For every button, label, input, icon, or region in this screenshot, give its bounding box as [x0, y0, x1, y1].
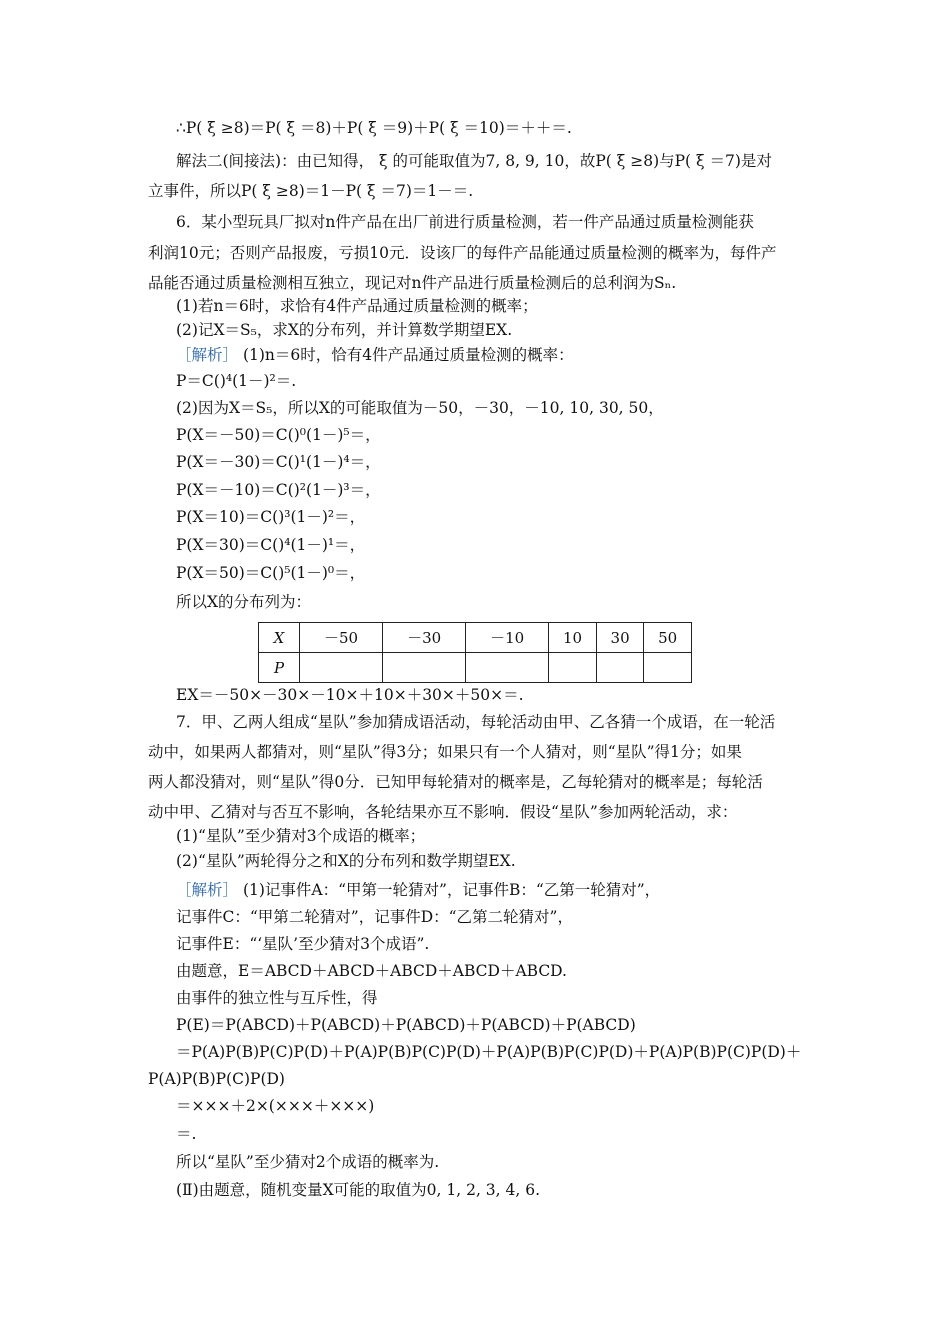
table-cell [383, 653, 466, 683]
line-text: P(X＝30)＝C()⁴(1－)¹＝， [176, 536, 366, 554]
text-line [148, 772, 763, 792]
table-cell [644, 653, 692, 683]
text-line [176, 151, 772, 171]
table-cell: －30 [383, 623, 466, 653]
text-line [176, 535, 365, 555]
line-text: EX＝－50×－30×－10×＋10×＋30×＋50×＝. [176, 686, 524, 704]
line-text: P(E)＝P(ABCD)＋P(ABCD)＋P(ABCD)＋P(ABCD)＋P(ABCD) [176, 1016, 636, 1034]
distribution-table [258, 622, 692, 683]
line-text: 品能否通过质量检测相互独立，现记对n件产品进行质量检测后的总利润为Sₙ. [148, 274, 677, 292]
line-text: P＝C()⁴(1－)²＝. [176, 372, 297, 390]
text-line [176, 712, 775, 732]
line-text: 立事件，所以P( ξ ≥8)＝1－P( ξ ＝7)＝1－＝. [148, 182, 474, 200]
text-line [176, 480, 381, 500]
table-cell: 30 [596, 623, 644, 653]
table-cell [596, 653, 644, 683]
line-text: P(A)P(B)P(C)P(D) [148, 1070, 285, 1088]
line-text: 利润10元；否则产品报废，亏损10元．设该厂的每件产品能通过质量检测的概率为，每件产 [148, 244, 777, 262]
line-text: (1)n＝6时，恰有4件产品通过质量检测的概率： [238, 346, 574, 364]
line-text: P(X＝－30)＝C()¹(1－)⁴＝， [176, 453, 381, 471]
text-line [176, 452, 381, 472]
line-text: P(X＝50)＝C()⁵(1－)⁰＝， [176, 564, 366, 582]
line-text: 由题意，E＝ABCD＋ABCD＋ABCD＋ABCD＋ABCD. [176, 962, 567, 980]
text-line [176, 592, 311, 612]
table-header-x: X [259, 623, 300, 653]
text-line [148, 802, 737, 822]
line-text: (2)因为X＝S₅，所以X的可能取值为－50，－30，－10, 10, 30, 50， [176, 399, 664, 417]
line-text: (1)记事件A：“甲第一轮猜对”，记事件B：“乙第一轮猜对”， [238, 881, 661, 899]
line-text: 动中，如果两人都猜对，则“星队”得3分；如果只有一个人猜对，则“星队”得1分；如果 [148, 743, 742, 761]
text-line [176, 425, 381, 445]
text-line [176, 934, 429, 954]
line-text: 7．甲、乙两人组成“星队”参加猜成语活动，每轮活动由甲、乙各猜一个成语，在一轮活 [176, 713, 776, 731]
analysis-label: ［解析］ [176, 881, 239, 899]
line-text: 记事件C：“甲第二轮猜对”，记事件D：“乙第二轮猜对”， [176, 908, 573, 926]
text-line [176, 880, 660, 900]
table-cell: 50 [644, 623, 692, 653]
text-line [176, 1152, 439, 1172]
text-line [176, 345, 574, 365]
text-line [176, 988, 378, 1008]
line-text: (2)“星队”两轮得分之和X的分布列和数学期望EX. [176, 852, 516, 870]
line-text: P(X＝－10)＝C()²(1－)³＝， [176, 481, 381, 499]
line-text: ＝×××＋2×(×××＋×××) [176, 1097, 375, 1115]
text-line [148, 1069, 285, 1089]
line-text: 6．某小型玩具厂拟对n件产品在出厂前进行质量检测，若一件产品通过质量检测能获 [176, 213, 754, 231]
text-line [148, 273, 676, 293]
table-cell: －10 [466, 623, 549, 653]
text-line [148, 243, 776, 263]
table-header-p: P [259, 653, 300, 683]
table-cell: 10 [549, 623, 597, 653]
line-text: 由事件的独立性与互斥性，得 [176, 989, 378, 1007]
line-text: (1)若n＝6时，求恰有4件产品通过质量检测的概率； [176, 297, 538, 315]
text-line [176, 851, 516, 871]
line-text: 所以“星队”至少猜对2个成语的概率为. [176, 1153, 440, 1171]
text-line [176, 1042, 801, 1062]
text-line [176, 685, 524, 705]
analysis-label: ［解析］ [176, 346, 239, 364]
line-text: (Ⅱ)由题意，随机变量X可能的取值为0, 1, 2, 3, 4, 6. [176, 1181, 541, 1199]
table-cell [466, 653, 549, 683]
table-row [259, 623, 692, 653]
line-text: 解法二(间接法)：由已知得， ξ 的可能取值为7, 8, 9, 10，故P( ξ ≥8)与P( ξ ＝7)是对 [176, 152, 772, 170]
line-text: 两人都没猜对，则“星队”得0分．已知甲每轮猜对的概率是，乙每轮猜对的概率是；每轮活 [148, 773, 763, 791]
text-line [176, 1096, 374, 1116]
table-cell [549, 653, 597, 683]
line-text: P(X＝－50)＝C()⁰(1－)⁵＝， [176, 426, 381, 444]
text-line [176, 1015, 636, 1035]
table-cell: －50 [300, 623, 383, 653]
line-text: (1)“星队”至少猜对3个成语的概率； [176, 827, 426, 845]
line-text: 所以X的分布列为： [176, 593, 312, 611]
text-line [176, 398, 664, 418]
line-text: ＝. [176, 1125, 197, 1143]
text-line [148, 181, 473, 201]
text-line [176, 907, 573, 927]
line-text: 动中甲、乙猜对与否互不影响，各轮结果亦互不影响．假设“星队”参加两轮活动，求： [148, 803, 738, 821]
text-line [176, 296, 538, 316]
line-text: ∴P( ξ ≥8)＝P( ξ ＝8)＋P( ξ ＝9)＋P( ξ ＝10)＝＋＋＝. [176, 119, 572, 137]
line-text: (2)记X＝S₅，求X的分布列，并计算数学期望EX. [176, 321, 513, 339]
text-line [176, 118, 572, 138]
text-line [176, 1180, 540, 1200]
text-line [176, 563, 365, 583]
text-line [148, 742, 742, 762]
text-line [176, 826, 425, 846]
table-row [259, 653, 692, 683]
line-text: 记事件E：“‘星队’至少猜对3个成语”. [176, 935, 430, 953]
text-line [176, 961, 567, 981]
line-text: ＝P(A)P(B)P(C)P(D)＋P(A)P(B)P(C)P(D)＋P(A)P(B)P(C)P(D)＋P(A)P(B)P(C)P(D)＋ [176, 1043, 802, 1061]
table-cell [300, 653, 383, 683]
text-line [176, 507, 365, 527]
text-line [176, 1124, 196, 1144]
text-line [176, 371, 296, 391]
text-line [176, 320, 512, 340]
text-line [176, 212, 754, 232]
line-text: P(X＝10)＝C()³(1－)²＝， [176, 508, 366, 526]
